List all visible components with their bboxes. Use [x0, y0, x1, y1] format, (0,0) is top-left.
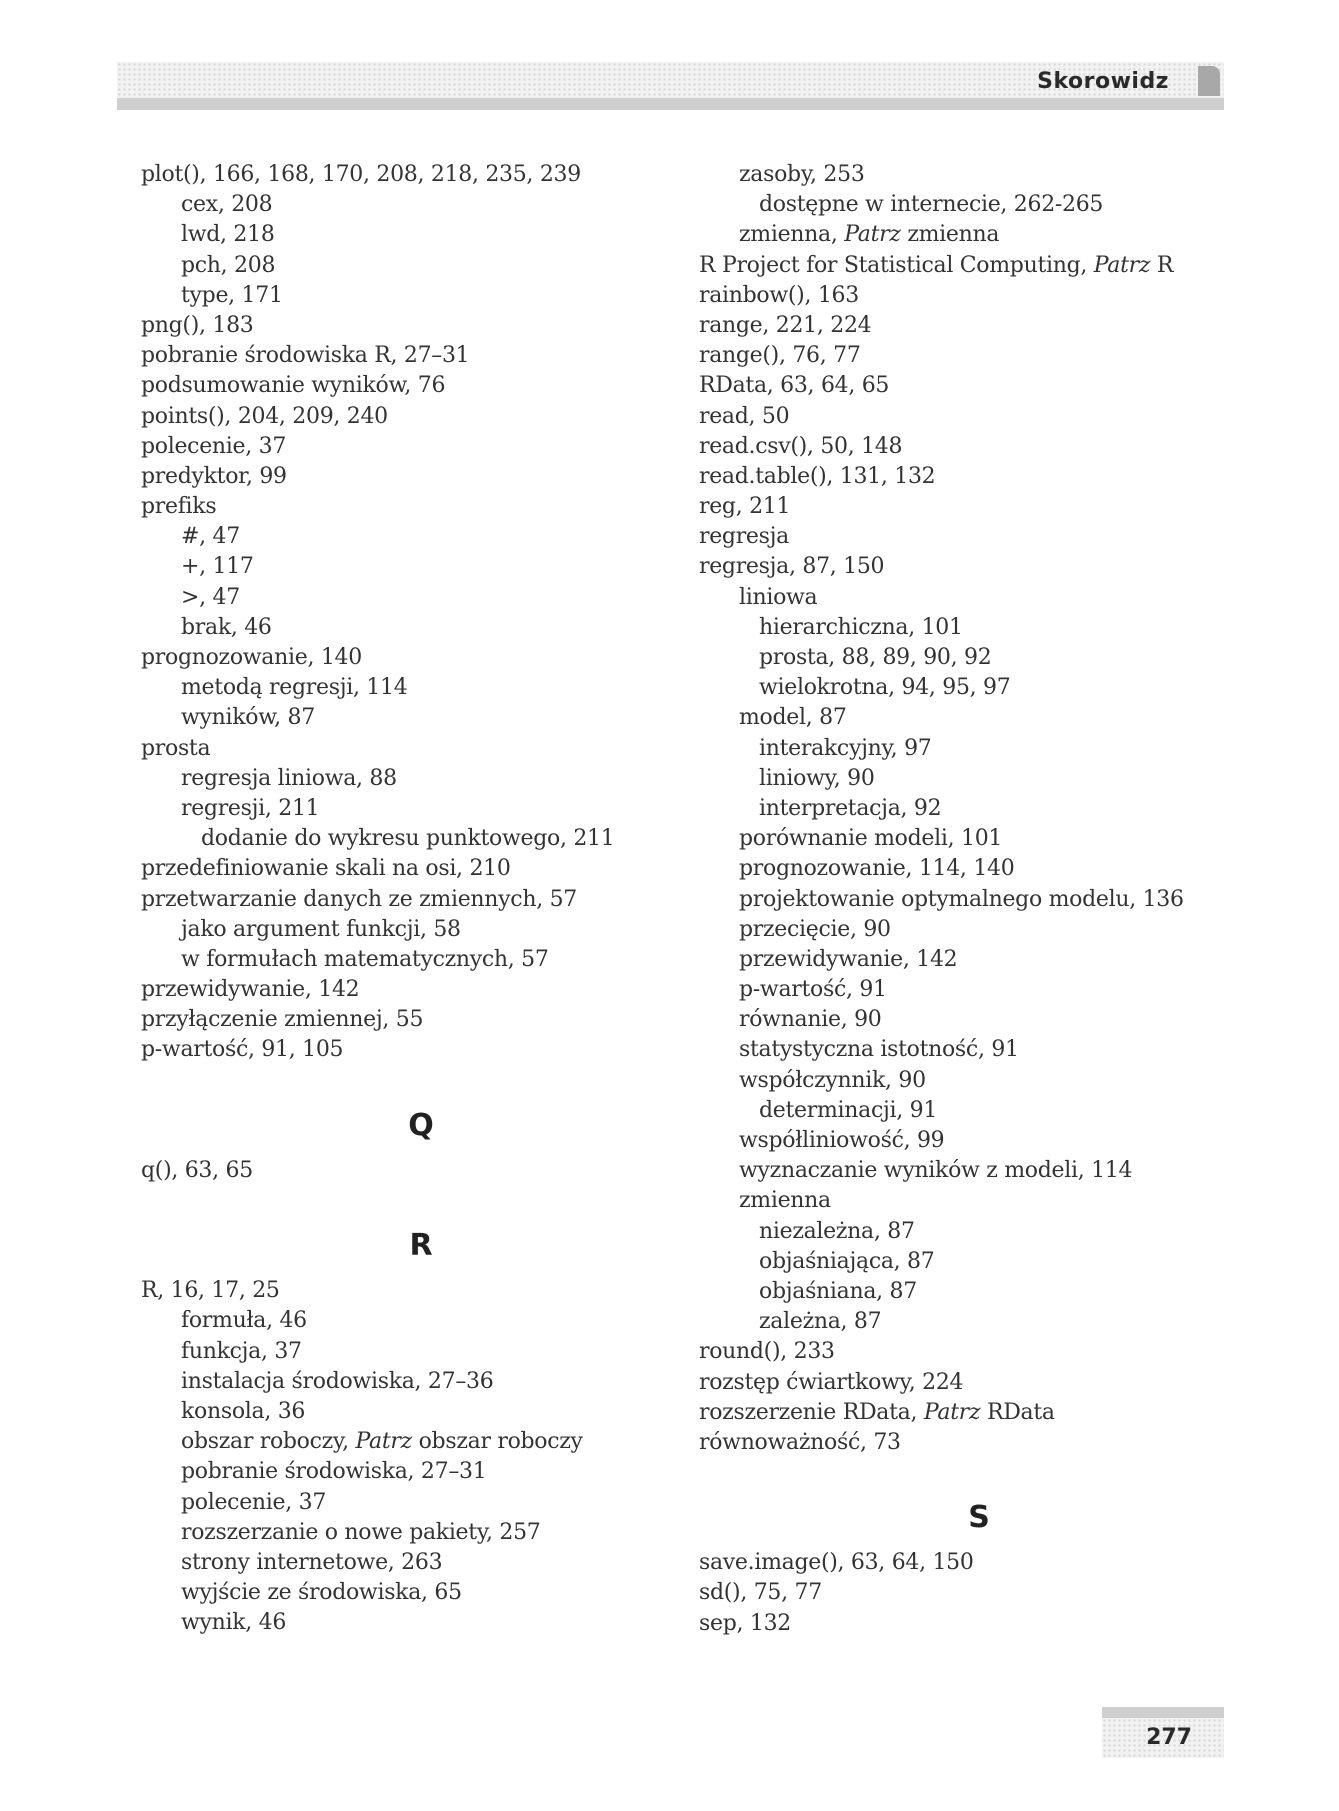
index-subentry — [699, 1277, 1259, 1307]
header-tab-marker — [1198, 66, 1220, 96]
index-entry — [141, 1035, 701, 1065]
index-entry-text: model, 87 — [739, 705, 847, 731]
index-subentry — [141, 613, 701, 643]
index-subentry — [699, 945, 1259, 975]
index-entry-text: instalacja środowiska, 27–36 — [181, 1368, 494, 1394]
index-subentry — [699, 1247, 1259, 1277]
index-entry — [699, 311, 1259, 341]
index-subentry — [699, 854, 1259, 884]
index-entry-text: cex, 208 — [181, 192, 273, 218]
index-entry-text: interpretacja, 92 — [759, 795, 942, 821]
index-entry-text: rainbow(), 163 — [699, 282, 859, 308]
section-letter-heading: S — [968, 1500, 990, 1536]
index-subentry — [699, 1156, 1259, 1186]
index-entry-text: pobranie środowiska, 27–31 — [181, 1459, 487, 1485]
index-entry-text: >, 47 — [181, 584, 240, 610]
index-entry-text: interakcyjny, 97 — [759, 735, 932, 761]
index-subentry — [699, 1066, 1259, 1096]
index-entry-text: podsumowanie wyników, 76 — [141, 373, 446, 399]
footer-rule — [1102, 1707, 1224, 1718]
index-entry-text: wyników, 87 — [181, 705, 315, 731]
index-subentry — [141, 764, 701, 794]
index-subentry — [699, 764, 1259, 794]
index-entry-text: pobranie środowiska R, 27–31 — [141, 343, 470, 369]
index-entry-text: lwd, 218 — [181, 222, 275, 248]
index-subentry — [141, 251, 701, 281]
index-entry-text: dostępne w internecie, 262-265 — [759, 192, 1104, 218]
index-entry-text: regresja liniowa, 88 — [181, 765, 397, 791]
see-reference: Patrz — [844, 222, 901, 248]
index-subentry — [141, 1518, 701, 1548]
index-entry-text: determinacji, 91 — [759, 1097, 938, 1123]
index-entry-text: regresja, 87, 150 — [699, 554, 885, 580]
index-entry — [141, 492, 701, 522]
index-entry-text: read, 50 — [699, 403, 790, 429]
running-header-title: Skorowidz — [1037, 69, 1169, 94]
index-entry — [141, 341, 701, 371]
index-entry-text: plot(), 166, 168, 170, 208, 218, 235, 239 — [141, 162, 581, 187]
index-entry-text: rozszerzanie o nowe pakiety, 257 — [181, 1519, 541, 1545]
section-letter-heading: R — [409, 1228, 433, 1264]
index-entry-text: prosta, 88, 89, 90, 92 — [759, 645, 992, 670]
index-entry-text: #, 47 — [181, 524, 240, 550]
index-subentry — [699, 583, 1259, 613]
index-entry-text: przyłączenie zmiennej, 55 — [141, 1007, 424, 1033]
index-subentry — [699, 643, 1259, 673]
index-entry-text: przewidywanie, 142 — [141, 977, 360, 1003]
index-entry-text: formuła, 46 — [181, 1308, 307, 1334]
index-entry-text: liniowa — [739, 584, 818, 610]
index-subentry — [699, 824, 1259, 854]
page-number: 277 — [1146, 1725, 1192, 1750]
index-entry-text: sd(), 75, 77 — [699, 1580, 822, 1606]
index-subentry — [699, 885, 1259, 915]
section-spacer — [699, 1458, 1259, 1488]
index-entry-text: wyznaczanie wyników z modeli, 114 — [739, 1158, 1133, 1184]
index-entry — [141, 854, 701, 884]
index-column-left — [141, 160, 701, 1638]
index-entry — [699, 1548, 1259, 1578]
index-subentry — [141, 522, 701, 552]
index-entry-text: jako argument funkcji, 58 — [181, 916, 461, 942]
section-spacer — [141, 1066, 701, 1096]
index-entry — [141, 975, 701, 1005]
index-subentry — [141, 1548, 701, 1578]
index-subentry — [699, 794, 1259, 824]
index-entry-text: predyktor, 99 — [141, 463, 287, 489]
index-entry-text: porównanie modeli, 101 — [739, 826, 1003, 852]
index-subentry — [699, 975, 1259, 1005]
index-subentry — [141, 1427, 701, 1457]
index-entry — [699, 1609, 1259, 1639]
index-entry-text: statystyczna istotność, 91 — [739, 1037, 1019, 1063]
index-entry-text: liniowy, 90 — [759, 765, 875, 791]
index-entry-text: zasoby, 253 — [739, 162, 865, 187]
index-entry-text: rozstęp ćwiartkowy, 224 — [699, 1369, 964, 1395]
index-entry — [699, 552, 1259, 582]
index-entry-text: type, 171 — [181, 282, 283, 308]
index-subentry — [699, 160, 1259, 190]
index-entry-text: pch, 208 — [181, 252, 276, 278]
index-entry — [699, 1337, 1259, 1367]
index-entry — [699, 522, 1259, 552]
index-entry-text: równoważność, 73 — [699, 1429, 901, 1455]
index-entry — [141, 734, 701, 764]
index-entry-text: png(), 183 — [141, 312, 254, 338]
index-entry-text: przewidywanie, 142 — [739, 946, 958, 972]
index-entry — [699, 462, 1259, 492]
index-entry-text: regresja — [699, 524, 789, 550]
index-entry-text: R Project for Statistical Computing, — [699, 252, 1094, 278]
index-entry-text: wielokrotna, 94, 95, 97 — [759, 675, 1011, 701]
index-subentry — [699, 1126, 1259, 1156]
index-entry — [699, 492, 1259, 522]
index-entry-text: prosta — [141, 735, 211, 761]
see-reference: Patrz — [923, 1399, 981, 1425]
index-entry-text: round(), 233 — [699, 1339, 835, 1365]
index-entry — [699, 1428, 1259, 1458]
header-rule — [117, 98, 1224, 110]
index-entry-text: strony internetowe, 263 — [181, 1549, 443, 1575]
index-entry — [699, 402, 1259, 432]
see-reference-target: obszar roboczy — [411, 1429, 583, 1455]
index-entry — [141, 432, 701, 462]
section-spacer — [141, 1186, 701, 1216]
index-entry — [141, 371, 701, 401]
index-subentry — [141, 703, 701, 733]
index-entry-text: wynik, 46 — [181, 1610, 287, 1636]
index-entry — [699, 251, 1259, 281]
index-subentry — [699, 734, 1259, 764]
index-subentry — [699, 1035, 1259, 1065]
index-entry-text: wyjście ze środowiska, 65 — [181, 1580, 462, 1606]
index-entry — [699, 341, 1259, 371]
index-entry-text: zmienna, — [739, 222, 845, 248]
index-subentry — [141, 915, 701, 945]
index-entry — [699, 432, 1259, 462]
index-subentry — [141, 945, 701, 975]
see-reference-target: RData — [980, 1399, 1055, 1425]
index-subentry — [141, 1578, 701, 1608]
index-entry — [141, 643, 701, 673]
index-entry-text: p-wartość, 91, 105 — [141, 1037, 344, 1063]
index-entry — [141, 1005, 701, 1035]
index-entry-text: regresji, 211 — [181, 795, 320, 821]
index-entry-text: zależna, 87 — [759, 1309, 882, 1335]
index-subentry — [141, 794, 701, 824]
index-entry-text: +, 117 — [181, 554, 254, 580]
index-subentry — [141, 281, 701, 311]
index-entry-text: save.image(), 63, 64, 150 — [699, 1550, 974, 1576]
index-entry-text: przetwarzanie danych ze zmiennych, 57 — [141, 886, 577, 912]
see-reference-target: R — [1150, 252, 1174, 278]
index-subentry — [141, 190, 701, 220]
index-entry — [141, 462, 701, 492]
index-subentry — [699, 220, 1259, 250]
index-entry — [141, 885, 701, 915]
index-subentry — [699, 915, 1259, 945]
index-entry-text: zmienna — [739, 1188, 831, 1214]
index-entry — [699, 1578, 1259, 1608]
index-entry-text: polecenie, 37 — [181, 1489, 327, 1515]
index-subentry — [141, 1397, 701, 1427]
index-subentry — [699, 1217, 1259, 1247]
index-entry-text: q(), 63, 65 — [141, 1157, 253, 1183]
index-subentry — [141, 1488, 701, 1518]
index-subentry — [141, 673, 701, 703]
index-entry — [141, 1156, 701, 1186]
index-subentry — [141, 1306, 701, 1336]
index-subentry — [141, 1457, 701, 1487]
index-entry-text: prognozowanie, 140 — [141, 645, 362, 670]
index-entry-text: prefiks — [141, 494, 217, 520]
index-entry — [699, 371, 1259, 401]
index-entry-text: rozszerzenie RData, — [699, 1399, 924, 1425]
index-entry-text: obszar roboczy, — [181, 1429, 356, 1455]
index-entry-text: przedefiniowanie skali na osi, 210 — [141, 856, 511, 882]
index-entry-text: projektowanie optymalnego modelu, 136 — [739, 886, 1184, 912]
see-reference-target: zmienna — [900, 222, 1000, 248]
index-entry-text: reg, 211 — [699, 494, 791, 520]
index-subentry — [699, 1005, 1259, 1035]
index-entry — [699, 1368, 1259, 1398]
index-subentry — [699, 190, 1259, 220]
index-entry-text: read.csv(), 50, 148 — [699, 433, 903, 459]
index-subentry — [699, 1186, 1259, 1216]
index-subentry — [141, 1367, 701, 1397]
index-entry — [141, 311, 701, 341]
index-entry-text: metodą regresji, 114 — [181, 675, 408, 701]
index-subentry — [141, 824, 701, 854]
index-entry — [141, 1276, 701, 1306]
index-subentry — [141, 583, 701, 613]
section-letter-heading: Q — [408, 1107, 434, 1143]
index-entry-text: konsola, 36 — [181, 1398, 306, 1424]
index-entry-text: funkcja, 37 — [181, 1338, 302, 1364]
index-entry — [699, 1398, 1259, 1428]
index-subentry — [699, 613, 1259, 643]
index-entry-text: range, 221, 224 — [699, 312, 872, 338]
index-entry-text: dodanie do wykresu punktowego, 211 — [201, 826, 615, 852]
index-entry-text: prognozowanie, 114, 140 — [739, 856, 1015, 882]
index-entry — [141, 402, 701, 432]
index-entry-text: współczynnik, 90 — [739, 1067, 926, 1093]
index-subentry — [141, 1337, 701, 1367]
index-entry-text: równanie, 90 — [739, 1007, 882, 1033]
index-entry-text: objaśniająca, 87 — [759, 1248, 935, 1274]
see-reference: Patrz — [1093, 252, 1151, 278]
index-entry-text: range(), 76, 77 — [699, 343, 861, 369]
index-entry-text: niezależna, 87 — [759, 1218, 915, 1244]
index-entry — [141, 160, 701, 190]
index-entry-text: brak, 46 — [181, 614, 272, 640]
index-entry-text: read.table(), 131, 132 — [699, 463, 936, 489]
index-entry-text: RData, 63, 64, 65 — [699, 373, 890, 399]
index-entry-text: points(), 204, 209, 240 — [141, 403, 388, 429]
index-subentry — [699, 703, 1259, 733]
index-subentry — [141, 1608, 701, 1638]
index-entry-text: p-wartość, 91 — [739, 977, 887, 1003]
index-entry-text: polecenie, 37 — [141, 433, 287, 459]
index-subentry — [699, 673, 1259, 703]
index-column-right — [699, 160, 1259, 1639]
see-reference: Patrz — [355, 1429, 412, 1455]
index-entry-text: objaśniana, 87 — [759, 1278, 917, 1304]
index-entry-text: przecięcie, 90 — [739, 916, 891, 942]
index-subentry — [699, 1307, 1259, 1337]
index-entry-text: hierarchiczna, 101 — [759, 614, 963, 640]
index-entry-text: sep, 132 — [699, 1610, 791, 1636]
index-entry-text: w formułach matematycznych, 57 — [181, 946, 549, 972]
index-entry-text: R, 16, 17, 25 — [141, 1278, 280, 1304]
index-entry-text: współliniowość, 99 — [739, 1128, 945, 1153]
index-subentry — [141, 552, 701, 582]
index-entry — [699, 281, 1259, 311]
index-subentry — [141, 220, 701, 250]
index-subentry — [699, 1096, 1259, 1126]
